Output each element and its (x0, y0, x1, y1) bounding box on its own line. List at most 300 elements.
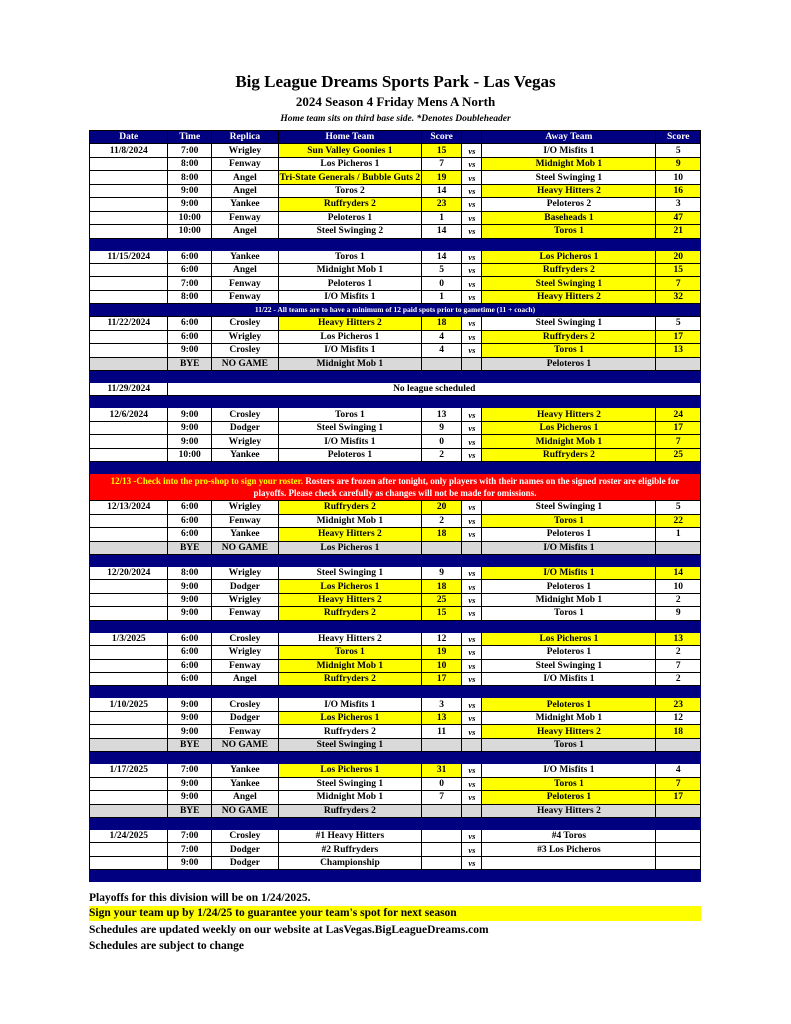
time-cell: 6:00 (168, 673, 211, 686)
home-team-cell: I/O Misfits 1 (278, 435, 421, 448)
away-score-cell: 32 (656, 290, 701, 303)
vs-cell: vs (462, 184, 482, 197)
date-cell (90, 541, 168, 554)
game-row (90, 171, 701, 184)
away-team-cell: Toros 1 (482, 514, 656, 527)
away-team-cell: Los Picheros 1 (482, 632, 656, 645)
vs-cell: vs (462, 448, 482, 461)
home-team-cell: Steel Swinging 1 (278, 777, 421, 790)
away-score-cell: 9 (656, 157, 701, 170)
replica-cell: Yankee (211, 198, 278, 211)
home-team-cell: Toros 1 (278, 408, 421, 421)
time-cell: 9:00 (168, 856, 211, 869)
home-score-cell: 12 (422, 632, 462, 645)
game-row (90, 435, 701, 448)
game-row (90, 580, 701, 593)
section-divider (90, 238, 701, 250)
divider-cell (90, 686, 701, 698)
away-score-cell: 17 (656, 330, 701, 343)
away-team-cell: I/O Misfits 1 (482, 566, 656, 579)
away-score-cell: 7 (656, 435, 701, 448)
time-cell: 6:00 (168, 646, 211, 659)
home-score-cell: 7 (422, 791, 462, 804)
game-row (90, 225, 701, 238)
replica-cell: Yankee (211, 528, 278, 541)
replica-cell: Fenway (211, 277, 278, 290)
vs-cell: vs (462, 593, 482, 606)
vs-cell: vs (462, 856, 482, 869)
date-cell: 1/10/2025 (90, 698, 168, 711)
alert-body-text: Rosters are frozen after tonight, only players with their names on the signed roster are eligible for playoffs. Please check carefully as changes will not be made for omissions. (253, 476, 680, 499)
date-cell (90, 856, 168, 869)
home-score-cell: 13 (422, 408, 462, 421)
vs-cell: vs (462, 607, 482, 620)
home-score-cell: 17 (422, 673, 462, 686)
away-team-cell: Ruffryders 2 (482, 448, 656, 461)
replica-cell: Fenway (211, 157, 278, 170)
date-cell (90, 171, 168, 184)
date-cell (90, 157, 168, 170)
vs-cell: vs (462, 344, 482, 357)
schedule-table-wrapper (89, 130, 701, 882)
away-score-cell: 25 (656, 448, 701, 461)
time-cell: 10:00 (168, 211, 211, 224)
away-team-cell: Heavy Hitters 2 (482, 725, 656, 738)
home-score-cell: 10 (422, 659, 462, 672)
vs-cell: vs (462, 632, 482, 645)
footer-website-note: Schedules are updated weekly on our website at LasVegas.BigLeagueDreams.com (89, 924, 489, 936)
time-cell: 10:00 (168, 225, 211, 238)
home-score-cell: 2 (422, 448, 462, 461)
divider-cell (90, 396, 701, 408)
home-team-cell: #2 Ruffryders (278, 843, 421, 856)
away-team-cell: Toros 1 (482, 344, 656, 357)
home-score-cell: 1 (422, 290, 462, 303)
date-cell (90, 514, 168, 527)
col-header-replica: Replica (211, 131, 278, 144)
game-row (90, 263, 701, 276)
divider-cell (90, 752, 701, 764)
no-league-row (90, 383, 701, 396)
home-team-cell: Steel Swinging 1 (278, 421, 421, 434)
home-team-cell: Steel Swinging 1 (278, 738, 421, 751)
home-team-cell: I/O Misfits 1 (278, 290, 421, 303)
home-team-cell: Steel Swinging 1 (278, 566, 421, 579)
away-score-cell: 12 (656, 711, 701, 724)
game-row (90, 698, 701, 711)
time-cell: 8:00 (168, 171, 211, 184)
replica-cell: Crosley (211, 317, 278, 330)
time-cell: BYE (168, 357, 211, 370)
away-score-cell: 23 (656, 698, 701, 711)
home-score-cell: 9 (422, 566, 462, 579)
footer-disclaimer: Schedules are subject to change (89, 940, 245, 952)
home-score-cell: 23 (422, 198, 462, 211)
section-divider (90, 620, 701, 632)
away-team-cell: Steel Swinging 1 (482, 501, 656, 514)
home-team-cell: Los Picheros 1 (278, 330, 421, 343)
away-score-cell: 7 (656, 777, 701, 790)
away-score-cell: 16 (656, 184, 701, 197)
away-score-cell: 10 (656, 171, 701, 184)
date-cell: 11/8/2024 (90, 144, 168, 157)
divider-cell (90, 817, 701, 829)
time-cell: 9:00 (168, 408, 211, 421)
game-row (90, 528, 701, 541)
home-score-cell (422, 357, 462, 370)
home-score-cell: 15 (422, 144, 462, 157)
date-cell (90, 263, 168, 276)
game-row (90, 843, 701, 856)
game-row (90, 777, 701, 790)
away-score-cell (656, 829, 701, 842)
vs-cell: vs (462, 673, 482, 686)
vs-cell: vs (462, 566, 482, 579)
replica-cell: Fenway (211, 659, 278, 672)
vs-cell: vs (462, 698, 482, 711)
away-team-cell: I/O Misfits 1 (482, 673, 656, 686)
home-score-cell: 31 (422, 764, 462, 777)
vs-cell: vs (462, 528, 482, 541)
game-row (90, 290, 701, 303)
time-cell: 7:00 (168, 144, 211, 157)
game-row (90, 448, 701, 461)
home-team-cell: Peloteros 1 (278, 211, 421, 224)
home-team-cell: Tri-State Generals / Bubble Guts 2 (279, 172, 421, 183)
away-score-cell: 5 (656, 144, 701, 157)
away-score-cell: 2 (656, 593, 701, 606)
col-header-home-team: Home Team (278, 131, 421, 144)
away-score-cell: 17 (656, 421, 701, 434)
home-team-cell: #1 Heavy Hitters (278, 829, 421, 842)
date-cell: 11/15/2024 (90, 250, 168, 263)
date-cell (90, 646, 168, 659)
divider-cell (90, 371, 701, 383)
home-score-cell (422, 541, 462, 554)
away-score-cell (656, 804, 701, 817)
away-team-cell: Ruffryders 2 (482, 330, 656, 343)
away-team-cell: Peloteros 1 (482, 791, 656, 804)
home-score-cell: 18 (422, 580, 462, 593)
vs-cell: vs (462, 421, 482, 434)
schedule-table (89, 130, 701, 882)
vs-cell (462, 804, 482, 817)
replica-cell: Yankee (211, 764, 278, 777)
vs-cell (462, 738, 482, 751)
game-row (90, 856, 701, 869)
col-header-away-score: Score (656, 131, 701, 144)
away-team-cell: Toros 1 (482, 777, 656, 790)
home-team-cell: Ruffryders 2 (278, 725, 421, 738)
home-team-cell: Ruffryders 2 (278, 198, 421, 211)
date-cell: 11/29/2024 (90, 383, 168, 396)
time-cell: 7:00 (168, 277, 211, 290)
away-team-cell: Peloteros 1 (482, 646, 656, 659)
away-score-cell: 17 (656, 791, 701, 804)
home-team-cell: Peloteros 1 (278, 448, 421, 461)
replica-cell: Angel (211, 171, 278, 184)
vs-cell: vs (462, 646, 482, 659)
away-score-cell: 4 (656, 764, 701, 777)
vs-cell: vs (462, 514, 482, 527)
date-cell (90, 711, 168, 724)
away-score-cell (656, 856, 701, 869)
away-score-cell (656, 541, 701, 554)
vs-cell: vs (462, 225, 482, 238)
time-cell: 9:00 (168, 435, 211, 448)
vs-cell: vs (462, 659, 482, 672)
home-team-cell: Heavy Hitters 2 (278, 632, 421, 645)
divider-cell (90, 462, 701, 474)
time-cell: 10:00 (168, 448, 211, 461)
home-team-cell: Toros 2 (278, 184, 421, 197)
game-row (90, 501, 701, 514)
date-cell (90, 725, 168, 738)
away-score-cell: 5 (656, 501, 701, 514)
game-row (90, 198, 701, 211)
home-team-cell: Ruffryders 2 (278, 501, 421, 514)
home-team-cell: Heavy Hitters 2 (278, 317, 421, 330)
no-league-cell: No league scheduled (168, 383, 701, 396)
home-team-cell: I/O Misfits 1 (278, 344, 421, 357)
replica-cell: Crosley (211, 698, 278, 711)
away-score-cell: 20 (656, 250, 701, 263)
home-score-cell: 3 (422, 698, 462, 711)
header-note: Home team sits on third base side. *Denotes Doubleheader (280, 114, 511, 124)
date-cell (90, 225, 168, 238)
home-team-cell: Ruffryders 2 (278, 804, 421, 817)
date-cell (90, 673, 168, 686)
replica-cell: Fenway (211, 211, 278, 224)
footer-playoffs-note: Playoffs for this division will be on 1/24/2025. (89, 892, 311, 904)
home-score-cell: 2 (422, 514, 462, 527)
date-cell (90, 184, 168, 197)
game-row (90, 277, 701, 290)
time-cell: 8:00 (168, 566, 211, 579)
away-team-cell: Ruffryders 2 (482, 263, 656, 276)
replica-cell: Angel (211, 673, 278, 686)
vs-cell: vs (462, 725, 482, 738)
time-cell: BYE (168, 738, 211, 751)
replica-cell: Angel (211, 225, 278, 238)
home-team-cell: Los Picheros 1 (278, 157, 421, 170)
vs-cell: vs (462, 250, 482, 263)
game-row (90, 764, 701, 777)
notice-text: 11/22 - All teams are to have a minimum of 12 paid spots prior to gametime (11 + coach) (90, 304, 701, 317)
away-team-cell: Steel Swinging 1 (482, 277, 656, 290)
date-cell (90, 738, 168, 751)
home-team-cell: Sun Valley Goonies 1 (278, 144, 421, 157)
time-cell: 6:00 (168, 659, 211, 672)
section-divider (90, 462, 701, 474)
col-header-away-team: Away Team (482, 131, 656, 144)
away-score-cell: 2 (656, 646, 701, 659)
date-cell (90, 843, 168, 856)
replica-cell: Dodger (211, 856, 278, 869)
vs-cell: vs (462, 157, 482, 170)
time-cell: 6:00 (168, 632, 211, 645)
game-row (90, 566, 701, 579)
home-score-cell: 0 (422, 277, 462, 290)
replica-cell: Dodger (211, 711, 278, 724)
time-cell: 9:00 (168, 725, 211, 738)
divider-cell (90, 554, 701, 566)
home-team-cell: Peloteros 1 (278, 277, 421, 290)
away-score-cell: 15 (656, 263, 701, 276)
date-cell (90, 659, 168, 672)
away-team-cell: Peloteros 1 (482, 357, 656, 370)
replica-cell: Angel (211, 184, 278, 197)
game-row (90, 646, 701, 659)
time-cell: 9:00 (168, 593, 211, 606)
col-header-time: Time (168, 131, 211, 144)
home-score-cell: 14 (422, 250, 462, 263)
section-divider (90, 752, 701, 764)
home-score-cell: 18 (422, 317, 462, 330)
home-team-cell: Toros 1 (278, 250, 421, 263)
game-row (90, 514, 701, 527)
home-team-cell: Midnight Mob 1 (278, 659, 421, 672)
col-header-date: Date (90, 131, 168, 144)
away-score-cell: 9 (656, 607, 701, 620)
away-team-cell: Heavy Hitters 2 (482, 290, 656, 303)
time-cell: 9:00 (168, 711, 211, 724)
away-team-cell: Peloteros 1 (482, 528, 656, 541)
vs-cell: vs (462, 764, 482, 777)
col-header-home-score: Score (422, 131, 462, 144)
home-score-cell: 0 (422, 777, 462, 790)
away-score-cell: 47 (656, 211, 701, 224)
home-score-cell (422, 804, 462, 817)
date-cell (90, 435, 168, 448)
home-team-cell: Midnight Mob 1 (278, 263, 421, 276)
home-score-cell (422, 738, 462, 751)
away-score-cell: 7 (656, 277, 701, 290)
time-cell: 9:00 (168, 580, 211, 593)
alert-row (90, 474, 701, 501)
vs-cell: vs (462, 171, 482, 184)
date-cell (90, 357, 168, 370)
away-score-cell: 7 (656, 659, 701, 672)
away-score-cell: 10 (656, 580, 701, 593)
game-row (90, 632, 701, 645)
replica-cell: Fenway (211, 514, 278, 527)
away-team-cell: I/O Misfits 1 (482, 764, 656, 777)
date-cell: 1/3/2025 (90, 632, 168, 645)
game-row (90, 607, 701, 620)
game-row (90, 593, 701, 606)
away-score-cell: 1 (656, 528, 701, 541)
home-score-cell (422, 829, 462, 842)
home-team-cell: Steel Swinging 2 (278, 225, 421, 238)
date-cell (90, 528, 168, 541)
away-team-cell: Steel Swinging 1 (482, 317, 656, 330)
date-cell (90, 580, 168, 593)
replica-cell: Dodger (211, 580, 278, 593)
replica-cell: Crosley (211, 632, 278, 645)
away-team-cell: Peloteros 1 (482, 698, 656, 711)
table-header-row (90, 131, 701, 144)
time-cell: 7:00 (168, 764, 211, 777)
replica-cell: Wrigley (211, 566, 278, 579)
away-team-cell: Peloteros 2 (482, 198, 656, 211)
away-score-cell (656, 357, 701, 370)
section-divider (90, 396, 701, 408)
time-cell: 7:00 (168, 843, 211, 856)
vs-cell: vs (462, 211, 482, 224)
bye-row (90, 541, 701, 554)
home-team-cell: Midnight Mob 1 (278, 357, 421, 370)
replica-cell: Yankee (211, 448, 278, 461)
away-score-cell: 21 (656, 225, 701, 238)
home-team-cell: Los Picheros 1 (278, 580, 421, 593)
replica-cell: NO GAME (211, 804, 278, 817)
away-team-cell: I/O Misfits 1 (482, 144, 656, 157)
date-cell (90, 607, 168, 620)
away-score-cell: 2 (656, 673, 701, 686)
time-cell: 9:00 (168, 344, 211, 357)
time-cell: 9:00 (168, 791, 211, 804)
away-team-cell: Heavy Hitters 2 (482, 804, 656, 817)
game-row (90, 250, 701, 263)
bye-row (90, 738, 701, 751)
page-subtitle: 2024 Season 4 Friday Mens A North (295, 94, 496, 109)
date-cell: 12/20/2024 (90, 566, 168, 579)
vs-cell: vs (462, 198, 482, 211)
home-score-cell: 19 (422, 646, 462, 659)
away-team-cell: #4 Toros (482, 829, 656, 842)
date-cell (90, 344, 168, 357)
divider-cell (90, 620, 701, 632)
bye-row (90, 357, 701, 370)
time-cell: 9:00 (168, 198, 211, 211)
vs-cell: vs (462, 290, 482, 303)
home-score-cell: 20 (422, 501, 462, 514)
vs-cell: vs (462, 843, 482, 856)
bye-row (90, 804, 701, 817)
home-team-cell: Championship (278, 856, 421, 869)
section-divider (90, 686, 701, 698)
home-score-cell: 1 (422, 211, 462, 224)
col-header-vs (462, 131, 482, 144)
date-cell (90, 290, 168, 303)
vs-cell: vs (462, 277, 482, 290)
time-cell: 6:00 (168, 263, 211, 276)
date-cell: 11/22/2024 (90, 317, 168, 330)
away-team-cell: I/O Misfits 1 (482, 541, 656, 554)
away-score-cell: 14 (656, 566, 701, 579)
vs-cell: vs (462, 777, 482, 790)
vs-cell: vs (462, 144, 482, 157)
schedule-body (90, 144, 701, 882)
section-divider (90, 870, 701, 882)
home-score-cell: 15 (422, 607, 462, 620)
home-score-cell: 18 (422, 528, 462, 541)
home-score-cell: 0 (422, 435, 462, 448)
game-row (90, 144, 701, 157)
home-score-cell: 11 (422, 725, 462, 738)
vs-cell: vs (462, 408, 482, 421)
time-cell: 6:00 (168, 330, 211, 343)
section-divider (90, 371, 701, 383)
section-divider (90, 817, 701, 829)
home-score-cell: 19 (422, 171, 462, 184)
alert-text (90, 474, 701, 501)
time-cell: 9:00 (168, 607, 211, 620)
away-team-cell: Los Picheros 1 (482, 421, 656, 434)
replica-cell: Angel (211, 791, 278, 804)
vs-cell: vs (462, 501, 482, 514)
